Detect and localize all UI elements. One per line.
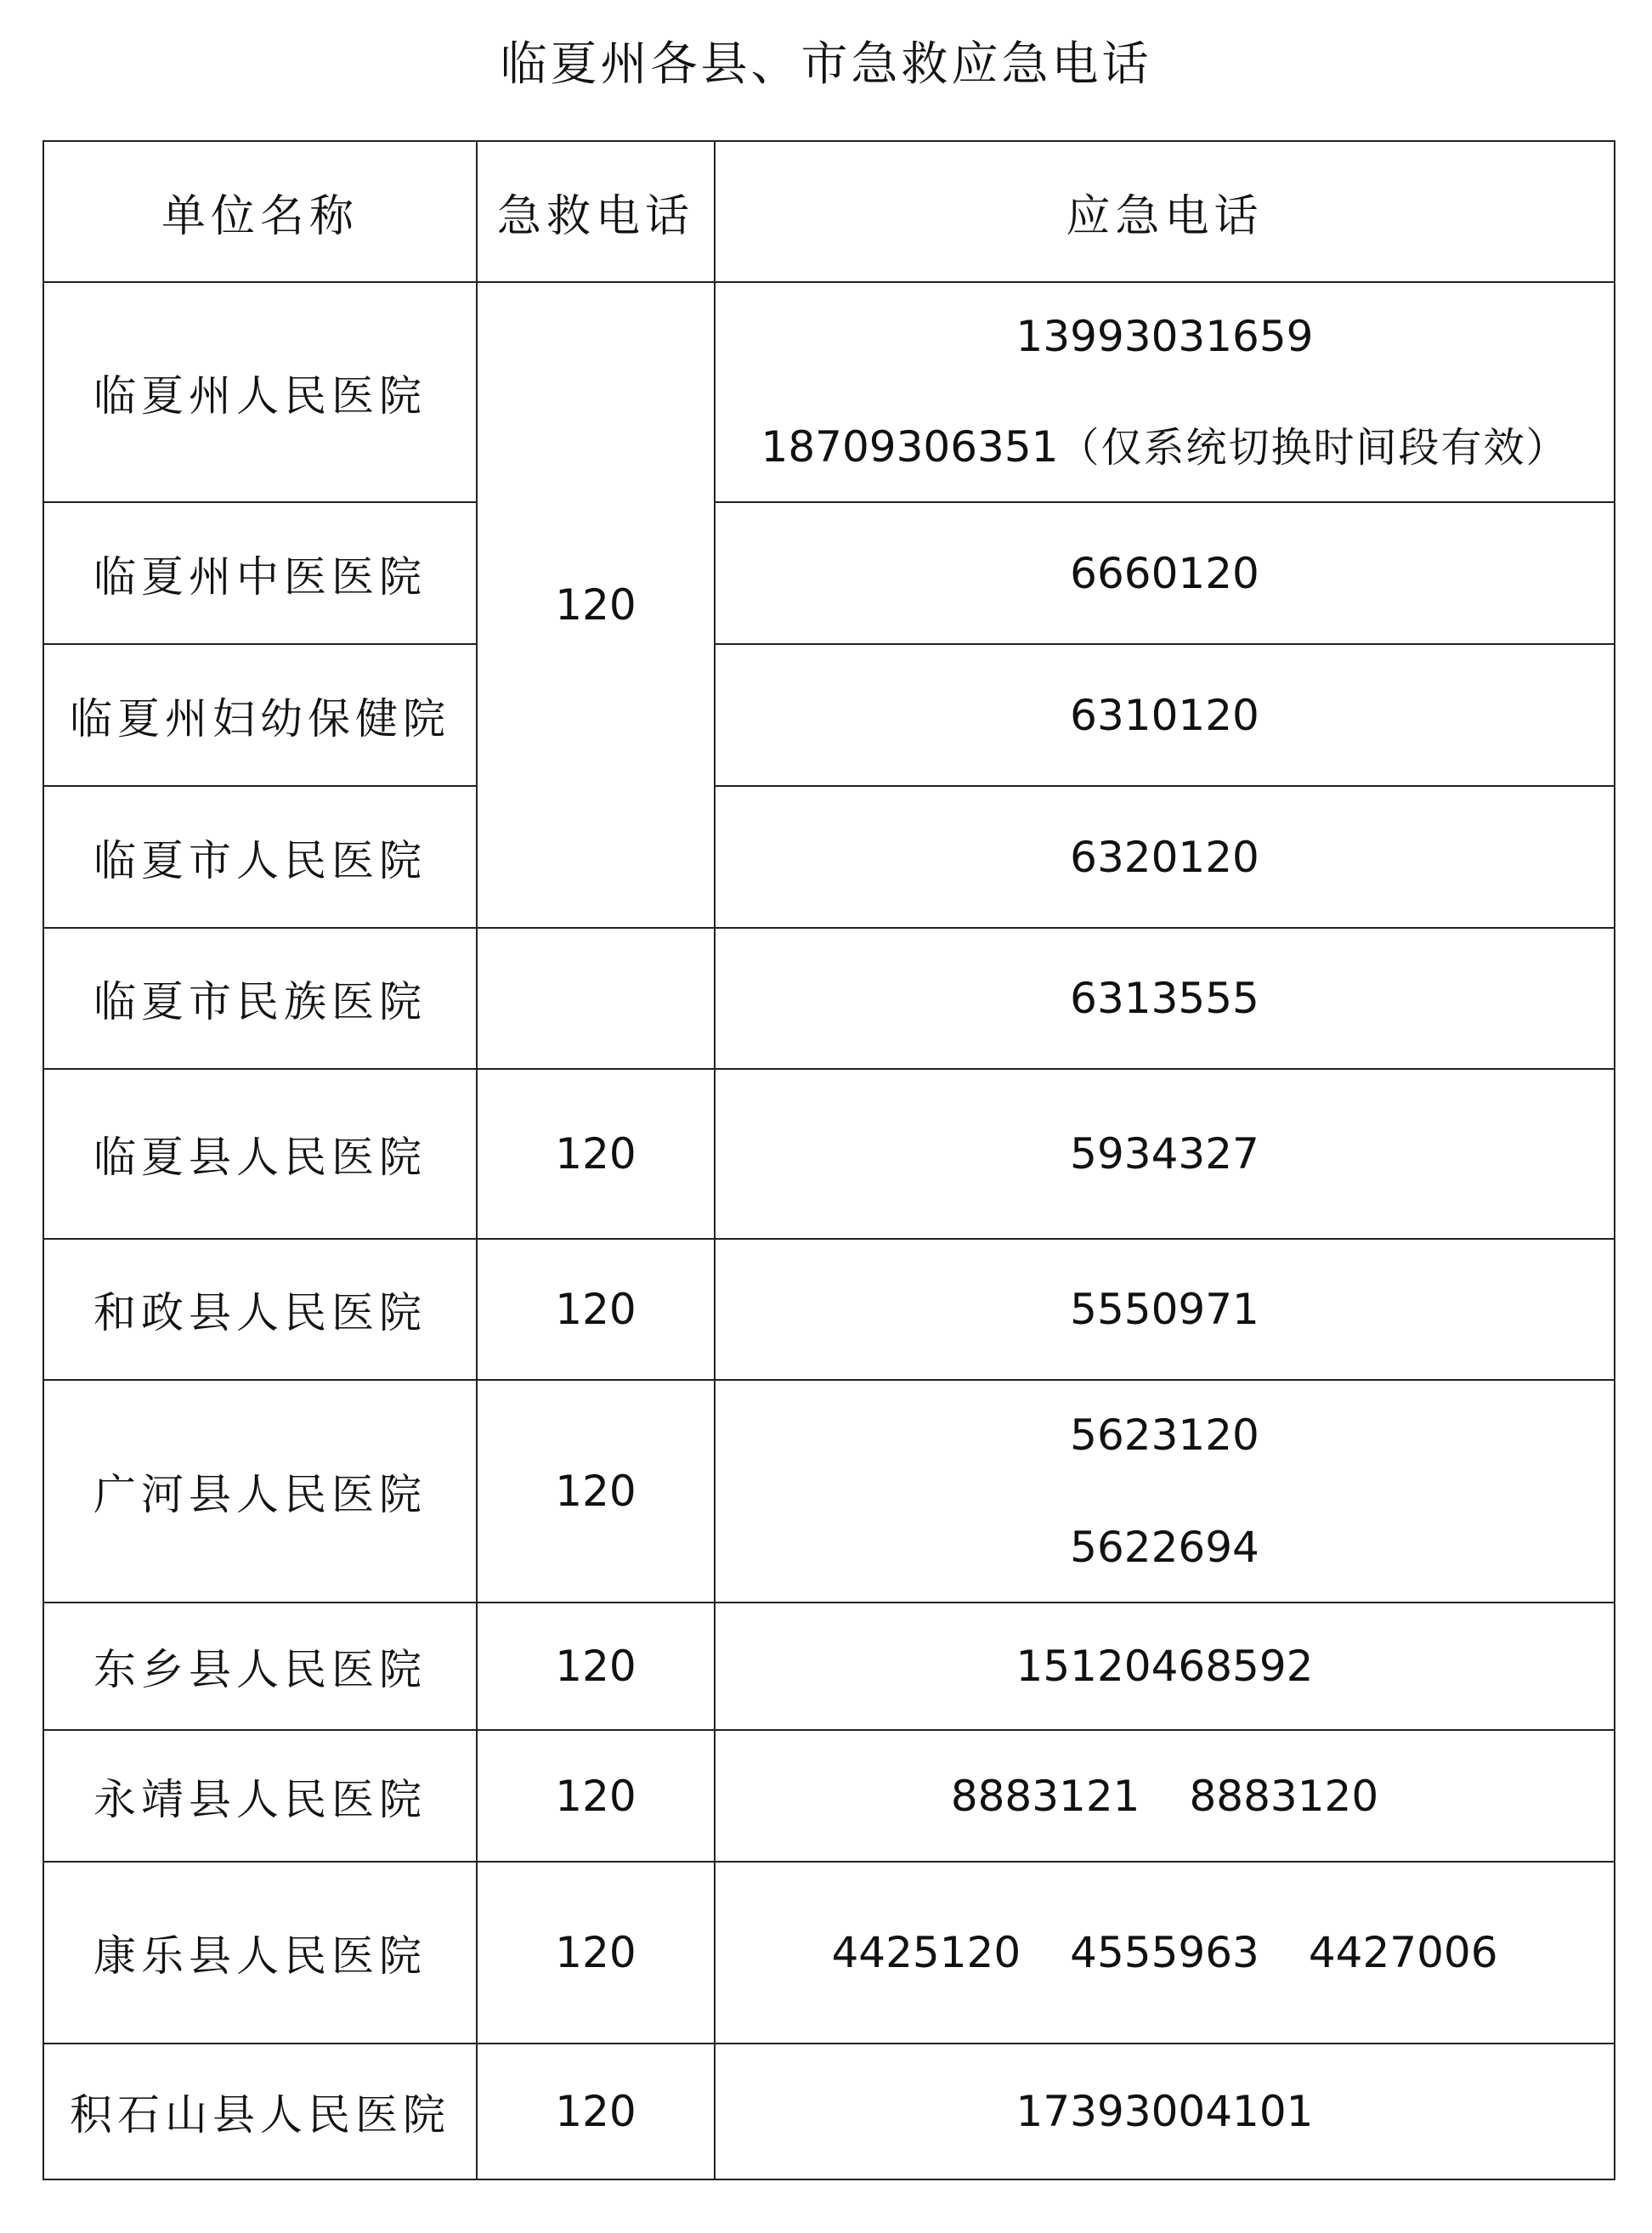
emergency-contacts-table bbox=[42, 140, 1615, 2180]
phone-number: 4555963 bbox=[1070, 1928, 1259, 1977]
phone-number: 8883120 bbox=[1189, 1771, 1379, 1821]
phone-number: 6313555 bbox=[1070, 974, 1259, 1023]
contingency-phone-cell bbox=[715, 1380, 1615, 1603]
table-row bbox=[43, 1239, 1615, 1380]
contingency-phone-cell bbox=[715, 2044, 1615, 2179]
table-row bbox=[43, 2044, 1615, 2179]
contingency-phone-cell bbox=[715, 502, 1615, 644]
phone-number: 4425120 bbox=[831, 1928, 1021, 1977]
contingency-phone-cell bbox=[715, 644, 1615, 786]
unit-name-cell: 和政县人民医院 bbox=[43, 1239, 477, 1380]
header-emergency-phone: 急救电话 bbox=[477, 141, 715, 282]
phone-note: （仅系统切换时间段有效） bbox=[1058, 424, 1569, 472]
contingency-phone-cell bbox=[715, 1862, 1615, 2044]
emergency-phone-cell: 120 bbox=[477, 2044, 715, 2179]
unit-name-cell: 永靖县人民医院 bbox=[43, 1730, 477, 1862]
contingency-phone-cell bbox=[715, 1603, 1615, 1730]
phone-number: 5934327 bbox=[1070, 1129, 1259, 1179]
table-header-row bbox=[43, 141, 1615, 282]
phone-number: 5623120 bbox=[1070, 1410, 1259, 1460]
unit-name-cell: 临夏市人民医院 bbox=[43, 786, 477, 928]
table-row bbox=[43, 786, 1615, 928]
contingency-phone-cell bbox=[715, 1730, 1615, 1862]
unit-name-cell: 临夏州人民医院 bbox=[43, 282, 477, 502]
unit-name-cell: 东乡县人民医院 bbox=[43, 1603, 477, 1730]
phone-number: 6660120 bbox=[1070, 548, 1259, 598]
phone-number: 15120468592 bbox=[1016, 1642, 1314, 1691]
unit-name-cell: 临夏州中医医院 bbox=[43, 502, 477, 644]
table-row bbox=[43, 1380, 1615, 1603]
contingency-phone-cell bbox=[715, 282, 1615, 502]
header-unit-name: 单位名称 bbox=[43, 141, 477, 282]
contingency-phone-cell bbox=[715, 786, 1615, 928]
unit-name-cell: 广河县人民医院 bbox=[43, 1380, 477, 1603]
contingency-phone-cell bbox=[715, 1239, 1615, 1380]
phone-number: 17393004101 bbox=[1016, 2087, 1314, 2136]
emergency-phone-cell: 120 bbox=[477, 282, 715, 928]
emergency-phone-cell: 120 bbox=[477, 1862, 715, 2044]
phone-number: 4427006 bbox=[1308, 1928, 1498, 1977]
contingency-phone-cell bbox=[715, 1069, 1615, 1239]
unit-name-cell: 临夏县人民医院 bbox=[43, 1069, 477, 1239]
phone-number: 6320120 bbox=[1070, 832, 1259, 882]
phone-number: 13993031659 bbox=[1016, 312, 1314, 361]
unit-name-cell: 积石山县人民医院 bbox=[43, 2044, 477, 2179]
unit-name-cell: 康乐县人民医院 bbox=[43, 1862, 477, 2044]
header-contingency-phone: 应急电话 bbox=[715, 141, 1615, 282]
emergency-phone-cell: 120 bbox=[477, 1603, 715, 1730]
table-row bbox=[43, 282, 1615, 502]
phone-number: 8883121 bbox=[950, 1771, 1140, 1821]
contingency-phone-cell bbox=[715, 928, 1615, 1069]
table-row bbox=[43, 1862, 1615, 2044]
phone-number: 5550971 bbox=[1070, 1285, 1259, 1334]
table-row bbox=[43, 1730, 1615, 1862]
page-title: 临夏州各县、市急救应急电话 bbox=[500, 37, 1152, 91]
emergency-phone-cell: 120 bbox=[477, 1069, 715, 1239]
table-row bbox=[43, 644, 1615, 786]
unit-name-cell: 临夏州妇幼保健院 bbox=[43, 644, 477, 786]
table-row bbox=[43, 1603, 1615, 1730]
emergency-phone-cell bbox=[477, 928, 715, 1069]
emergency-phone-cell: 120 bbox=[477, 1239, 715, 1380]
table-row bbox=[43, 502, 1615, 644]
emergency-phone-cell: 120 bbox=[477, 1380, 715, 1603]
emergency-phone-cell: 120 bbox=[477, 1730, 715, 1862]
table-row bbox=[43, 928, 1615, 1069]
unit-name-cell: 临夏市民族医院 bbox=[43, 928, 477, 1069]
phone-number: 18709306351 bbox=[761, 422, 1059, 472]
table-row bbox=[43, 1069, 1615, 1239]
phone-number: 6310120 bbox=[1070, 690, 1259, 740]
phone-number: 5622694 bbox=[1070, 1523, 1259, 1572]
